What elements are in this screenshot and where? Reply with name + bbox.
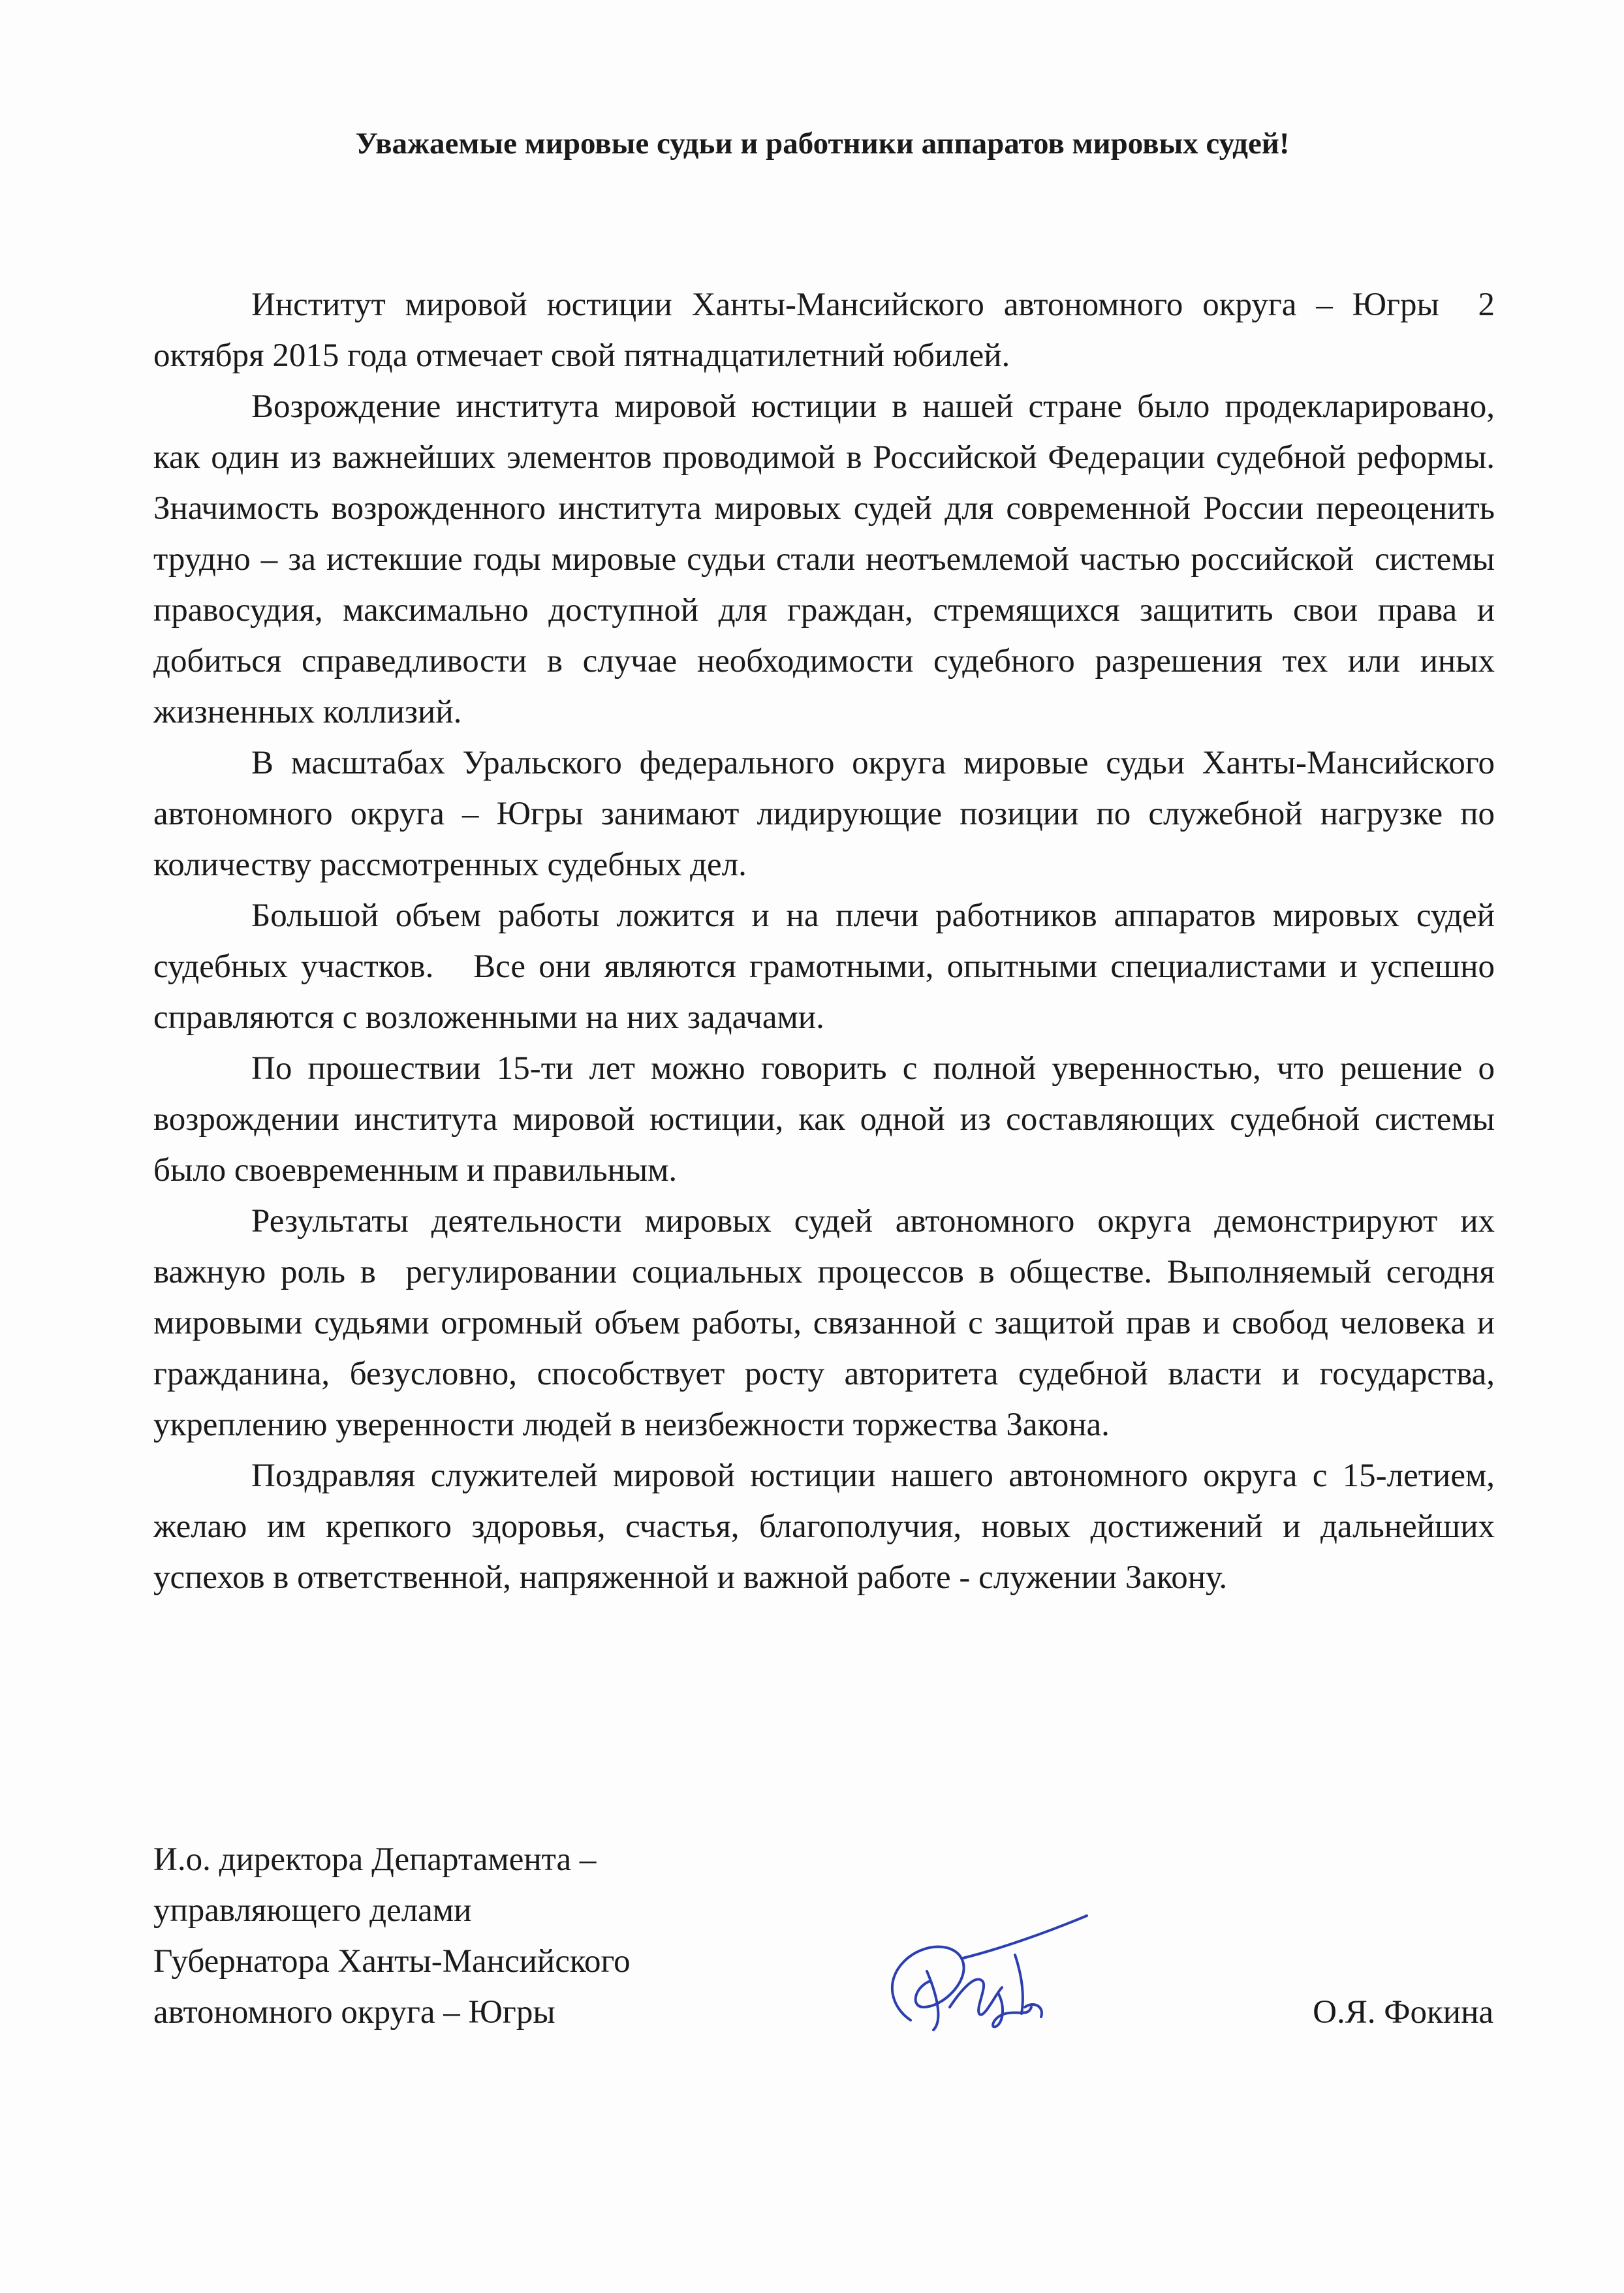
paragraph-congratulations: Поздравляя служителей мировой юстиции нашего автономного округа с 15-летием, желаю им крепкого здоровья, счастья, благополучия, новых достижений и дальнейших успехов в ответственной, напряженной и важной работе - служении Закону. [153, 1458, 1503, 1596]
signatory-position-line: автономного округа – Югры [153, 1994, 555, 2031]
paragraph-staff: Большой объем работы ложится и на плечи работников аппаратов мировых судей судебных участков. Все они являются грамотными, опытными специалистами и успешно справляются с возложенными на них задачами. [153, 897, 1520, 1036]
signatory-position-line: Губернатора Ханты-Мансийского [153, 1943, 631, 1980]
letter-body [153, 279, 1520, 1603]
signatory-name: О.Я. Фокина [1313, 1994, 1493, 2031]
paragraph-15-years: По прошествии 15-ти лет можно говорить с полной уверенностью, что решение о возрождении института мировой юстиции, как одной из составляющих судебной системы было своевременным и правильным. [153, 1050, 1503, 1189]
signatory-position-line: И.о. директора Департамента – [153, 1841, 597, 1878]
signatory-position [153, 1834, 806, 2038]
signatory-position-line: управляющего делами [153, 1892, 472, 1929]
paragraph-ural-district: В масштабах Уральского федерального округа мировые судьи Ханты-Мансийского автономного округа – Югры занимают лидирующие позиции по служебной нагрузке по количеству рассмотренных судебных дел. [153, 745, 1503, 883]
paragraph-anniversary: Институт мировой юстиции Ханты-Мансийского автономного округа – Югры 2 октября 2015 года отмечает свой пятнадцатилетний юбилей. [153, 287, 1503, 374]
paragraph-results: Результаты деятельности мировых судей автономного округа демонстрируют их важную роль в регулировании социальных процессов в обществе. Выполняемый сегодня мировыми судьями огромный объем работы, связанной с защитой прав и свобод человека и гражданина, безусловно, способствует росту авторитета судебной власти и государства, укреплению уверенности людей в неизбежности торжества Закона. [153, 1203, 1512, 1443]
letter-heading: Уважаемые мировые судьи и работники аппаратов мировых судей! [355, 127, 1290, 161]
handwritten-signature [865, 1909, 1100, 2046]
paragraph-revival: Возрождение института мировой юстиции в нашей стране было продекларировано, как один из важнейших элементов проводимой в Российской Федерации судебной реформы. Значимость возрожденного института мировых судей для современной России переоценить трудно – за истекшие годы мировые судьи стали неотъемлемой частью российской системы правосудия, максимально доступной для граждан, стремящихся защитить свои права и добиться справедливости в случае необходимости судебного разрешения тех или иных жизненных коллизий. [153, 388, 1503, 730]
